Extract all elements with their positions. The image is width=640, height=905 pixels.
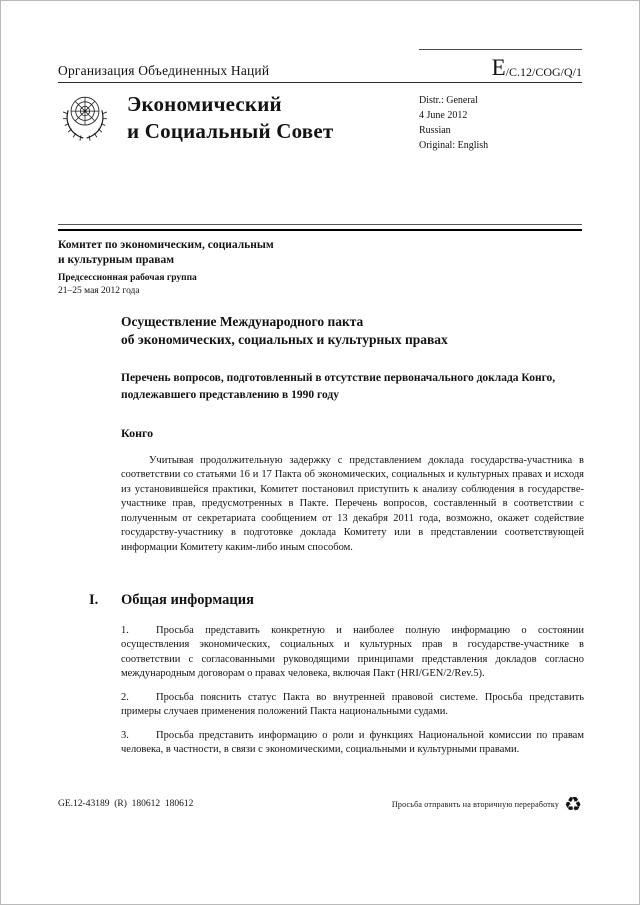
section-heading bbox=[89, 592, 254, 609]
document-symbol-prefix: E bbox=[491, 55, 506, 80]
document-body bbox=[121, 313, 584, 555]
paragraph-2-number: 2. bbox=[121, 691, 129, 703]
masthead bbox=[58, 89, 582, 153]
divider-thin bbox=[58, 224, 582, 225]
council-title bbox=[127, 89, 419, 153]
section-title: Общая информация bbox=[121, 592, 254, 608]
distribution-block bbox=[419, 89, 582, 153]
document-title bbox=[121, 313, 584, 349]
committee-name-line1: Комитет по экономическим, социальным bbox=[58, 239, 274, 251]
un-org-name: Организация Объединенных Наций bbox=[58, 63, 270, 78]
recycle-note: Просьба отправить на вторичную переработку bbox=[391, 799, 560, 809]
recycle-icon: ♻ bbox=[564, 792, 582, 816]
council-title-line1: Экономический bbox=[127, 92, 282, 116]
session-dates: 21–25 мая 2012 года bbox=[58, 285, 140, 296]
document-subtitle: Перечень вопросов, подготовленный в отсутствие первоначального доклада Конго, подлежавшего представлению в 1990 году bbox=[121, 372, 556, 401]
language-line: Russian bbox=[419, 125, 451, 136]
paragraph-3 bbox=[121, 729, 584, 758]
paragraph-1-number: 1. bbox=[121, 625, 129, 636]
paragraph-2 bbox=[121, 691, 584, 720]
section-number: I. bbox=[89, 592, 99, 608]
working-group: Предсессионная рабочая группа bbox=[58, 272, 197, 283]
intro-paragraph: Учитывая продолжительную задержку с представлением доклада государства-участника в соответствии со статьями 16 и 17 Пакта об экономических, социальных и культурных правах и исходя из установившейся практики, Комитет постановил приступить к анализу соблюдения в государстве-участнике прав, предусмотренных в Пакте. Перечень вопросов, составленный в соответствии с полученным от секретариата сообщением от 13 декабря 2011 года, возможно, окажет содействие государству-участнику в подготовке доклада Комитету или в представлении соответствующей информации Комитету каким-либо иным способом. bbox=[121, 454, 584, 553]
un-emblem-icon bbox=[58, 89, 114, 153]
date-line: 4 June 2012 bbox=[419, 110, 468, 121]
original-language-line: Original: English bbox=[419, 140, 489, 151]
ge-code: GE.12-43189 (R) 180612 180612 bbox=[58, 799, 194, 809]
distr-line: Distr.: General bbox=[419, 95, 478, 106]
document-header-row bbox=[58, 49, 582, 83]
document-symbol-cell bbox=[419, 49, 582, 79]
committee-block bbox=[58, 238, 274, 298]
country-heading: Конго bbox=[121, 425, 154, 440]
paragraph-3-number: 3. bbox=[121, 729, 129, 741]
paragraph-1-text: Просьба представить конкретную и наиболее полную информацию о состоянии осуществления экономических, социальных и культурных прав в государстве-участнике в соответствии с согласованными руководящими принципами представления докладов согласно международным договорам о правах человека, включая Пакт (HRI/GEN/2/Rev.5). bbox=[121, 625, 584, 680]
council-title-line2: и Социальный Совет bbox=[127, 118, 334, 143]
document-symbol: /C.12/COG/Q/1 bbox=[505, 65, 582, 79]
committee-name bbox=[58, 238, 274, 268]
recycle-note-block bbox=[392, 794, 582, 814]
committee-name-line2: и культурным правам bbox=[58, 253, 175, 266]
paragraph-2-text: Просьба пояснить статус Пакта во внутренней правовой системе. Просьба представить примеры случаев применения положений Пакта национальными судами. bbox=[121, 691, 584, 718]
divider-thick bbox=[58, 229, 582, 231]
paragraph-3-text: Просьба представить информацию о роли и функциях Национальной комиссии по правам человека, в частности, в связи с экономическими, социальными и культурными правами. bbox=[121, 729, 584, 756]
document-title-line1: Осуществление Международного пакта bbox=[121, 314, 364, 329]
paragraph-1 bbox=[121, 624, 584, 682]
section-paragraphs bbox=[121, 624, 584, 767]
document-title-line2: об экономических, социальных и культурных правах bbox=[121, 332, 448, 348]
